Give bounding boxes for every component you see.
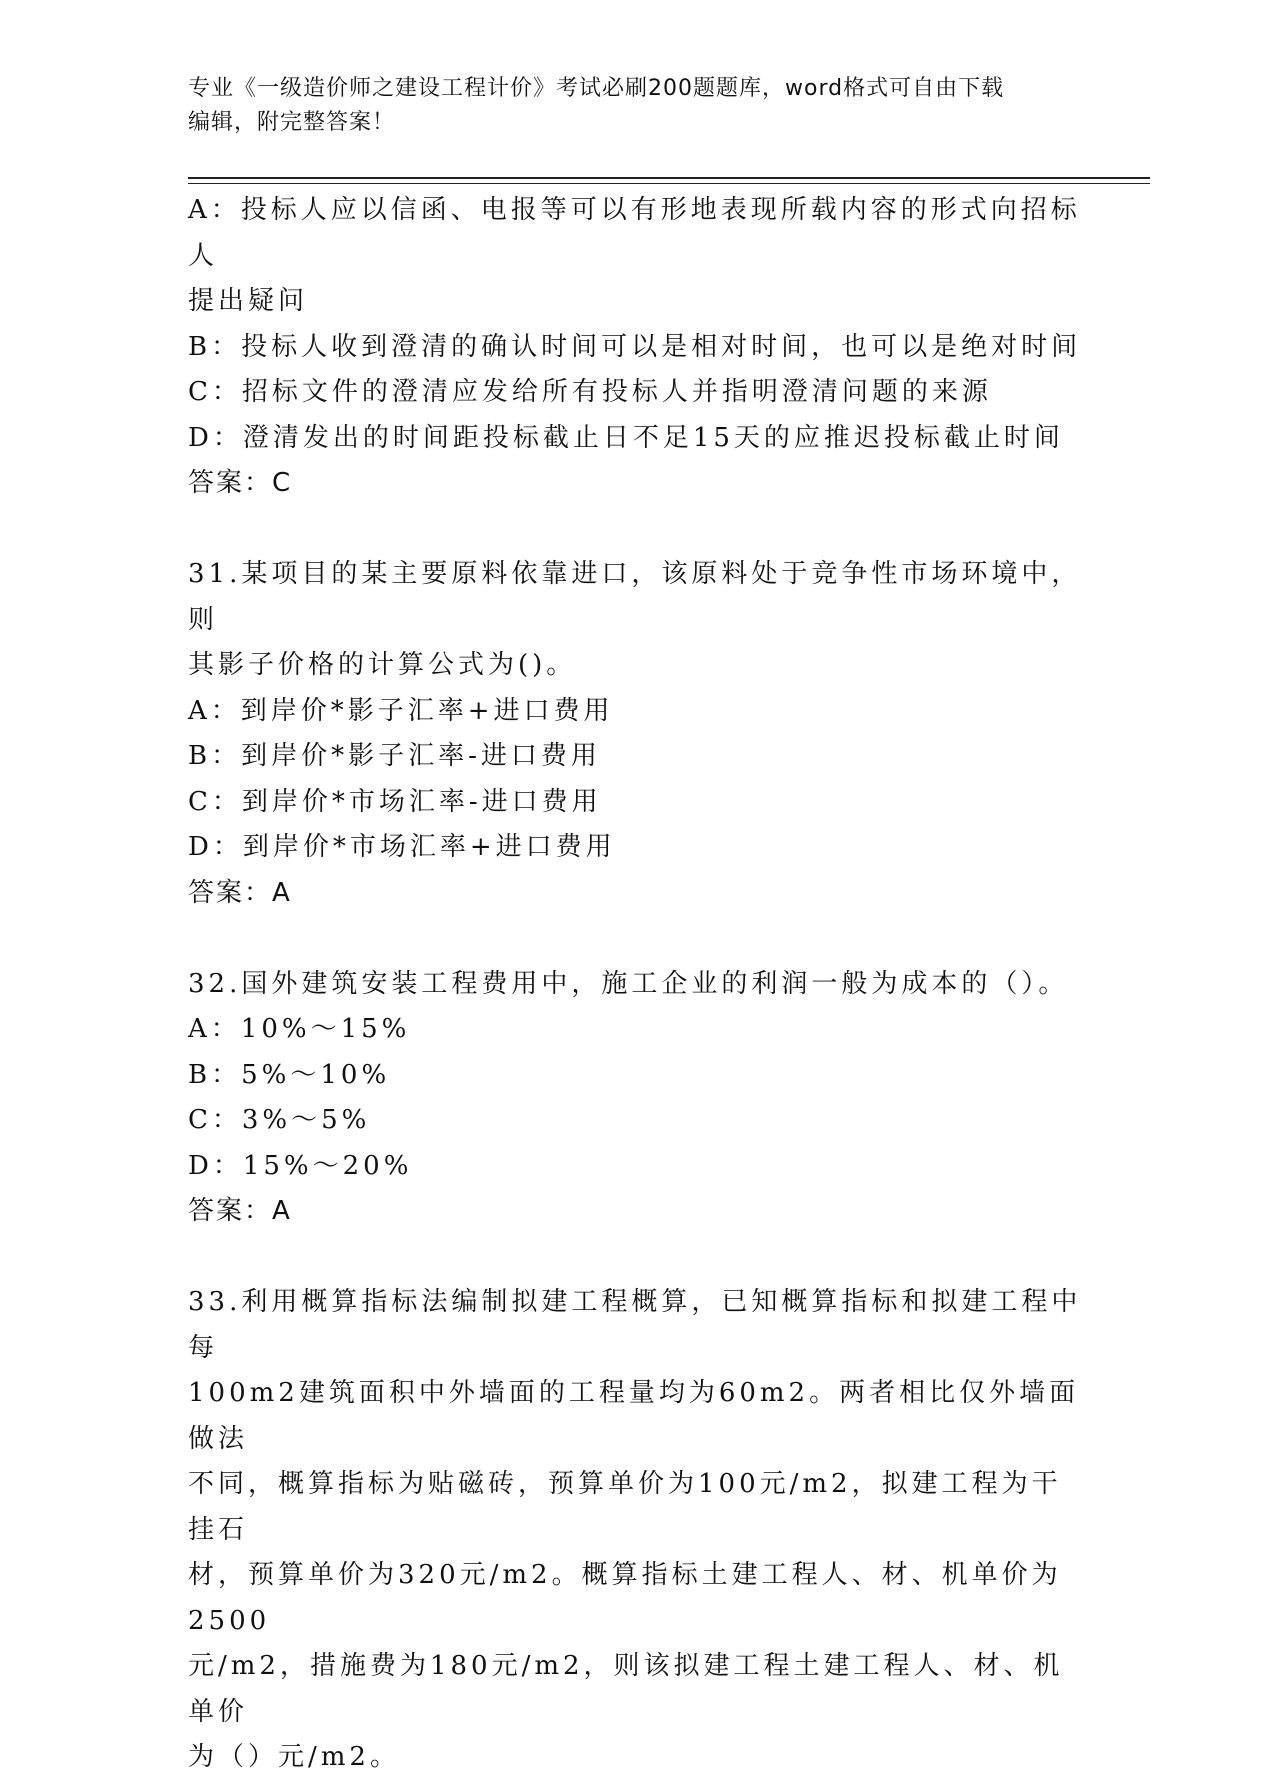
question-32-block [188, 962, 1088, 1235]
q30-answer: 答案：C [188, 468, 293, 498]
q30-option-a: A：投标人应以信函、电报等可以有形地表现所载内容的形式向招标人 [188, 195, 1081, 271]
q33-stem-line-3: 不同，概算指标为贴磁砖，预算单价为100元/m2，拟建工程为干挂石 [188, 1469, 1062, 1545]
question-content [188, 188, 1088, 1781]
header-divider-thick [188, 177, 1150, 179]
header-line-2: 编辑，附完整答案！ [188, 110, 396, 135]
q31-option-d: D：到岸价*市场汇率+进口费用 [188, 832, 616, 862]
q32-option-b: B：5%～10% [188, 1059, 391, 1090]
q33-stem-line-2: 100m2建筑面积中外墙面的工程量均为60m2。两者相比仅外墙面做法 [188, 1378, 1080, 1454]
spacer [188, 916, 1088, 962]
q32-option-a: A：10%～15% [188, 1014, 411, 1044]
q33-stem-line-6: 为（）元/m2。 [188, 1742, 400, 1772]
q33-stem-line-1: 33.利用概算指标法编制拟建工程概算，已知概算指标和拟建工程中每 [188, 1287, 1082, 1363]
q32-option-d: D：15%～20% [188, 1150, 413, 1181]
q33-stem-line-4: 材，预算单价为320元/m2。概算指标土建工程人、材、机单价为2500 [188, 1560, 1062, 1636]
q30-option-b: B：投标人收到澄清的确认时间可以是相对时间，也可以是绝对时间 [188, 331, 1082, 362]
q31-answer: 答案：A [188, 877, 292, 908]
question-31-block [188, 552, 1088, 916]
spacer [188, 507, 1088, 553]
header-line-1: 专业《一级造价师之建设工程计价》考试必刷200题题库，word格式可自由下载 [188, 76, 1005, 101]
q30-option-d: D：澄清发出的时间距投标截止日不足15天的应推迟投标截止时间 [188, 422, 1064, 453]
spacer [188, 1235, 1088, 1281]
q31-option-c: C：到岸价*市场汇率-进口费用 [188, 786, 602, 817]
question-33-block [188, 1280, 1088, 1781]
q30-option-a-cont: 提出疑问 [188, 286, 309, 316]
q31-stem-line-1: 31.某项目的某主要原料依靠进口，该原料处于竞争性市场环境中，则 [188, 559, 1082, 635]
q30-option-c: C：招标文件的澄清应发给所有投标人并指明澄清问题的来源 [188, 377, 992, 407]
header-divider-thin [188, 183, 1150, 184]
q31-option-a: A：到岸价*影子汇率+进口费用 [188, 695, 614, 726]
q32-stem-line-1: 32.国外建筑安装工程费用中，施工企业的利润一般为成本的（）。 [188, 968, 1069, 999]
question-30-block [188, 188, 1088, 507]
q33-stem-line-5: 元/m2，措施费为180元/m2，则该拟建工程土建工程人、材、机单价 [188, 1651, 1064, 1727]
q31-stem-line-2: 其影子价格的计算公式为()。 [188, 650, 577, 680]
q32-answer: 答案：A [188, 1196, 292, 1226]
q32-option-c: C：3%～5% [188, 1105, 371, 1135]
document-header [188, 72, 1068, 140]
q31-option-b: B：到岸价*影子汇率-进口费用 [188, 741, 601, 771]
